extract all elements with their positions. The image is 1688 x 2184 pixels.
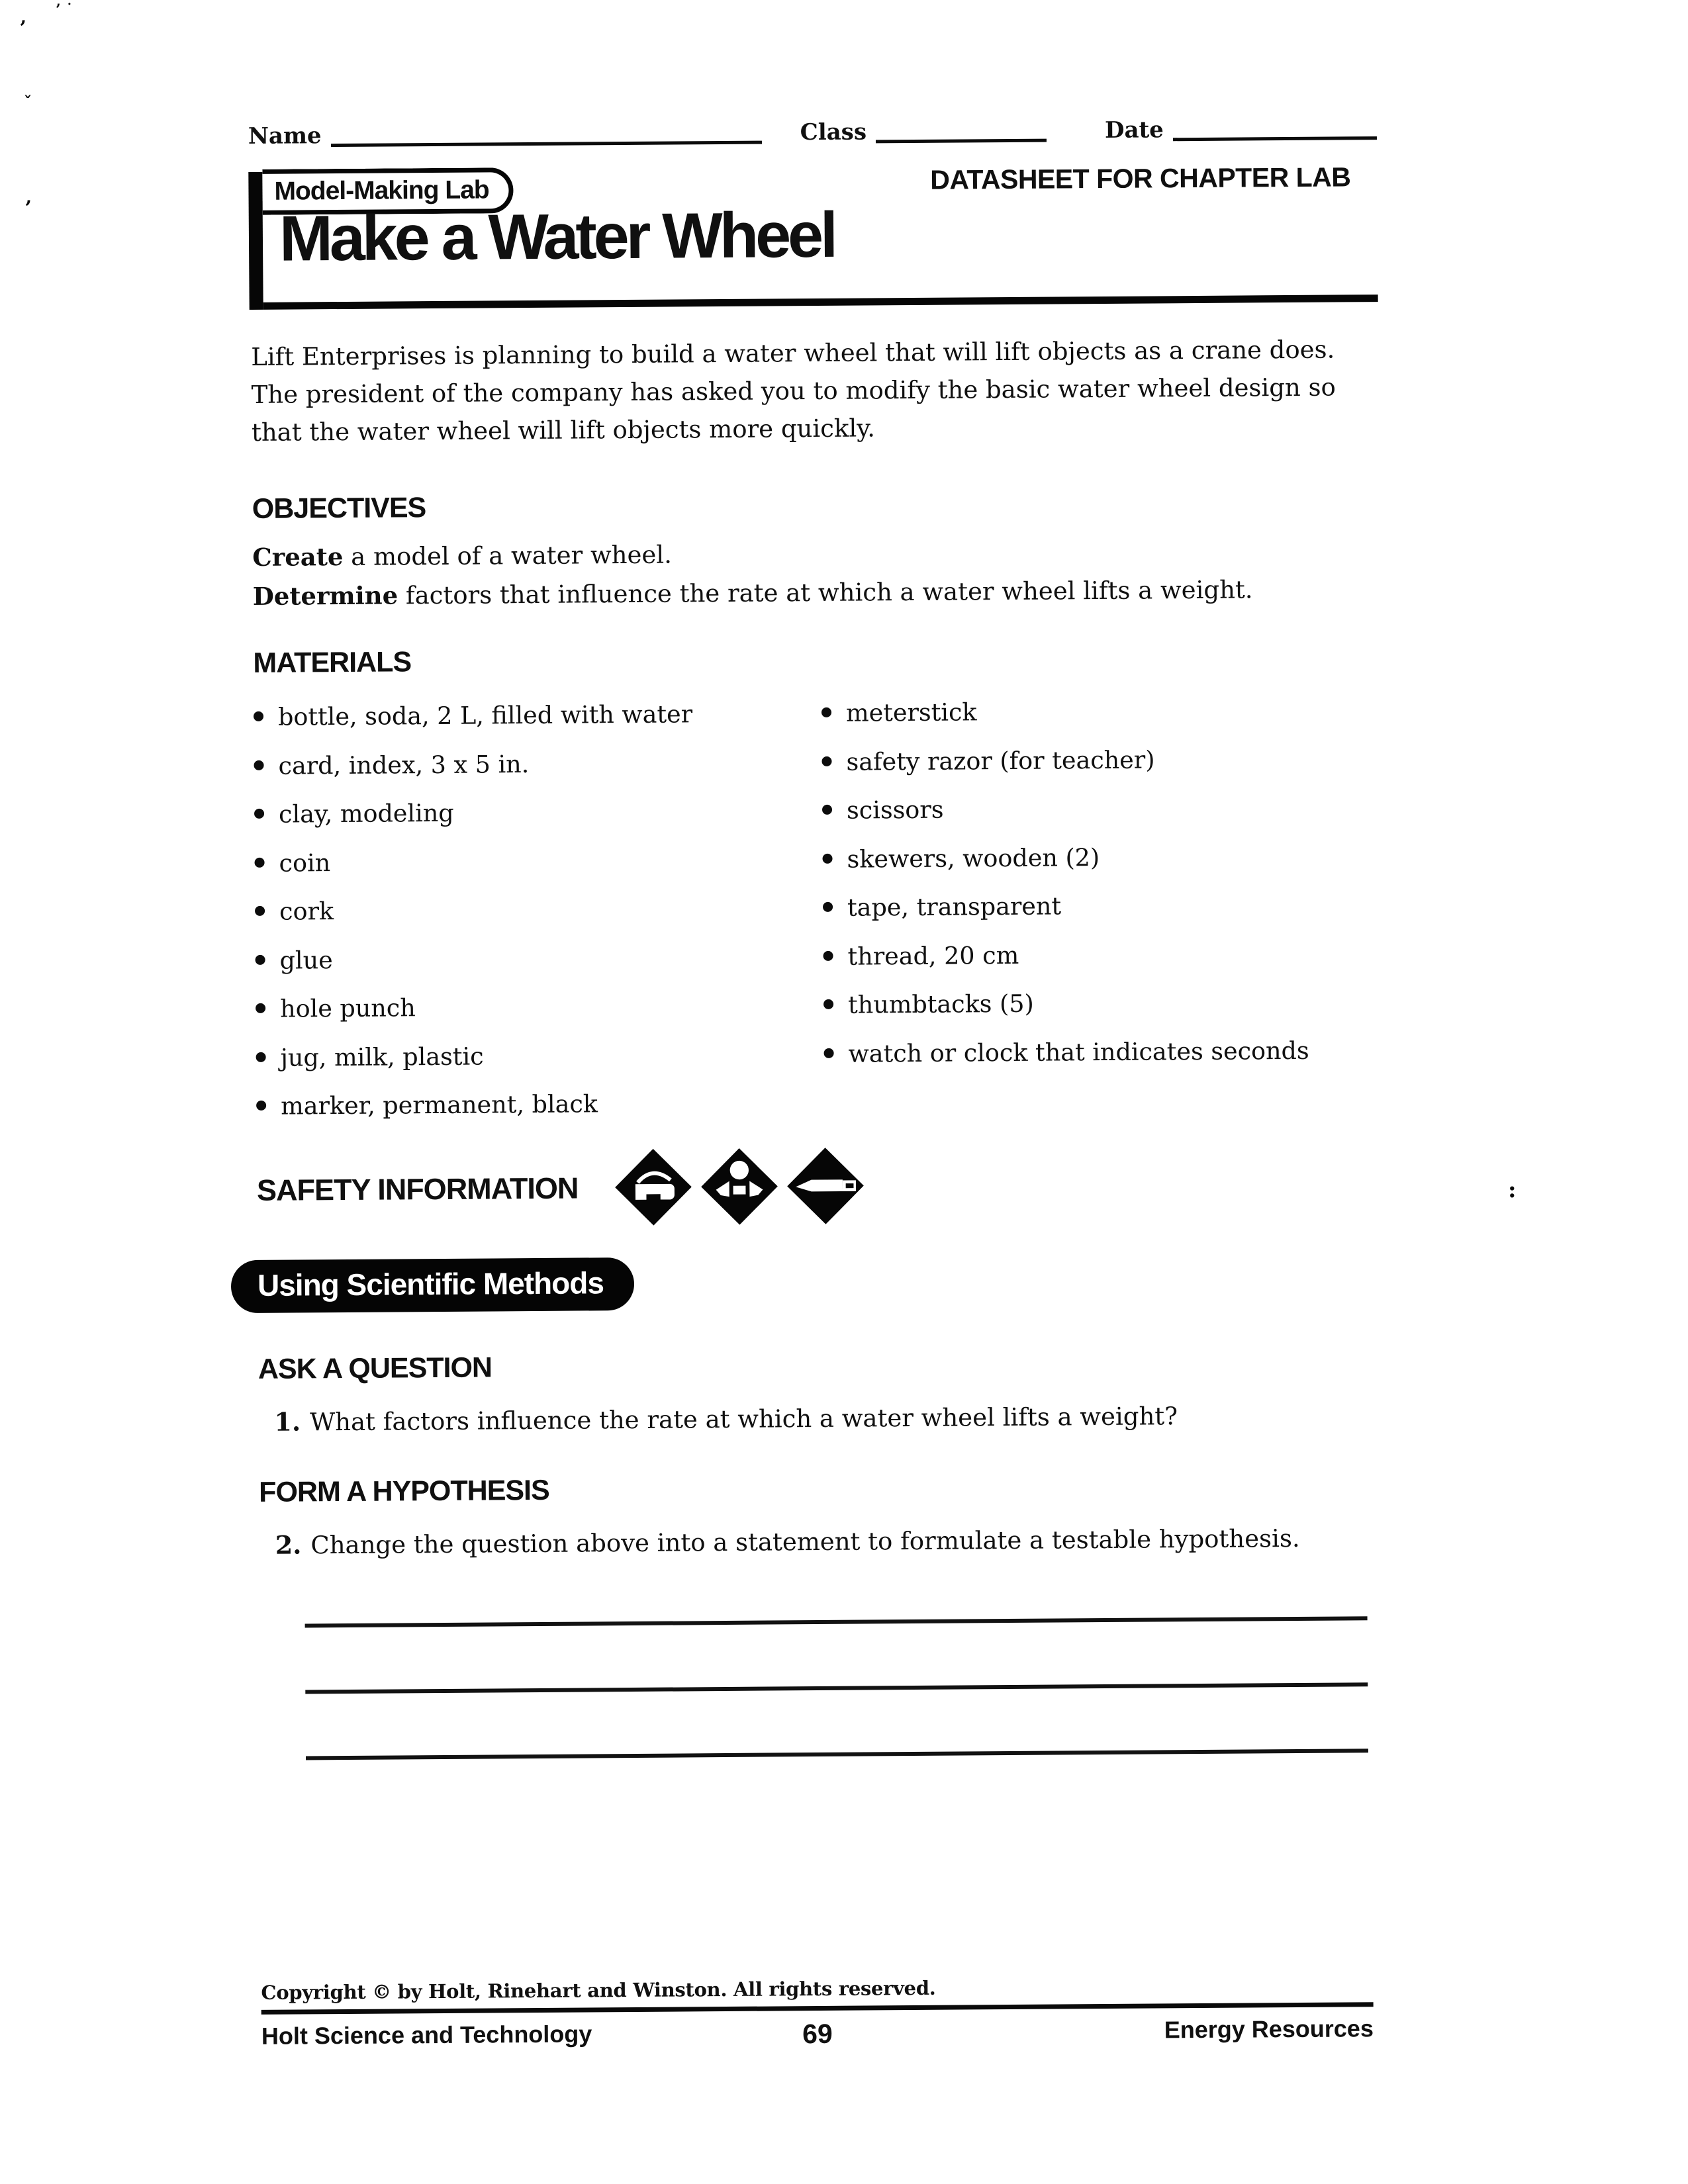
- date-label: Date: [1104, 116, 1164, 144]
- material-item: safety razor (for teacher): [821, 747, 1366, 774]
- material-item: jug, milk, plastic: [256, 1042, 823, 1069]
- goggles-safety-icon: [614, 1148, 693, 1226]
- ask-a-question-heading: ASK A QUESTION: [258, 1351, 492, 1385]
- apron-safety-icon: [700, 1147, 779, 1226]
- question-item: 2. Change the question above into a statement to formulate a testable hypothesis.: [275, 1524, 1300, 1560]
- form-a-hypothesis-heading: FORM A HYPOTHESIS: [259, 1474, 549, 1508]
- using-scientific-methods-banner: Using Scientific Methods: [231, 1257, 634, 1313]
- name-blank-line[interactable]: [330, 118, 761, 148]
- material-item: hole punch: [256, 993, 823, 1021]
- sharp-object-safety-icon: [786, 1147, 865, 1226]
- objectives-section: [252, 487, 1365, 616]
- footer-rule: [261, 2002, 1374, 2015]
- objectives-heading: OBJECTIVES: [252, 492, 426, 525]
- material-item: coin: [254, 847, 822, 875]
- datasheet-label: DATASHEET FOR CHAPTER LAB: [930, 161, 1351, 195]
- objective-item: Determine factors that influence the rate at which a water wheel lifts a weight.: [252, 575, 1253, 611]
- title-left-bar: [248, 172, 263, 310]
- materials-column-left: [254, 702, 825, 1143]
- answer-blank-line[interactable]: [306, 1749, 1368, 1760]
- footer-book-title: Holt Science and Technology: [261, 2020, 592, 2050]
- answer-lines: [305, 1616, 1369, 1822]
- materials-column-right: [821, 698, 1369, 1139]
- material-item: skewers, wooden (2): [822, 844, 1366, 872]
- page-footer: [261, 1974, 1374, 2050]
- material-item: glue: [255, 944, 823, 972]
- objective-item: Create a model of a water wheel.: [252, 540, 673, 572]
- form-a-hypothesis-section: [259, 1471, 1372, 1564]
- class-blank-line[interactable]: [876, 116, 1047, 144]
- material-item: scissors: [822, 795, 1366, 823]
- material-item: clay, modeling: [254, 799, 822, 827]
- material-item: marker, permanent, black: [256, 1091, 824, 1118]
- intro-paragraph: Lift Enterprises is planning to build a water wheel that will lift objects as a crane does. The president of the company has asked you to modify the basic water wheel design so that the water wheel will lift objects more quickly.: [251, 335, 1336, 447]
- footer-chapter-title: Energy Resources: [1164, 2015, 1374, 2044]
- page-number: 69: [802, 2018, 833, 2050]
- material-item: thread, 20 cm: [823, 941, 1367, 969]
- ask-a-question-section: [258, 1347, 1371, 1441]
- material-item: thumbtacks (5): [823, 989, 1368, 1017]
- page-content: [248, 0, 1391, 2184]
- material-item: bottle, soda, 2 L, filled with water: [254, 702, 821, 729]
- name-label: Name: [248, 122, 322, 150]
- material-item: meterstick: [821, 698, 1366, 725]
- title-rule: [263, 295, 1378, 310]
- date-blank-line[interactable]: [1173, 114, 1377, 141]
- materials-section: [253, 641, 1368, 1143]
- answer-blank-line[interactable]: [305, 1616, 1368, 1627]
- lab-type-tab: Model-Making Lab: [262, 167, 514, 215]
- safety-icons: [614, 1146, 873, 1226]
- material-item: tape, transparent: [823, 892, 1367, 920]
- copyright-text: Copyright © by Holt, Rinehart and Winston. All rights reserved.: [261, 1976, 936, 2004]
- header-fill-in-row: [248, 114, 1377, 148]
- scan-artifact: ’ ˙: [56, 1, 73, 19]
- question-item: 1. What factors influence the rate at which a water wheel lifts a weight?: [274, 1402, 1178, 1437]
- material-item: card, index, 3 x 5 in.: [254, 750, 821, 778]
- page-title: Make a Water Wheel: [279, 198, 835, 275]
- scan-artifact: ‚: [25, 185, 32, 208]
- scan-artifact: :: [1508, 1177, 1517, 1203]
- class-label: Class: [800, 118, 867, 146]
- material-item: watch or clock that indicates seconds: [823, 1038, 1368, 1066]
- materials-heading: MATERIALS: [253, 646, 412, 679]
- safety-heading: SAFETY INFORMATION: [256, 1171, 579, 1207]
- scan-artifact: ˇ: [24, 93, 32, 112]
- title-block: [248, 161, 1378, 310]
- material-item: cork: [255, 896, 823, 924]
- safety-section: [257, 1146, 873, 1228]
- answer-blank-line[interactable]: [305, 1682, 1368, 1694]
- scan-artifact: ‚: [20, 5, 27, 28]
